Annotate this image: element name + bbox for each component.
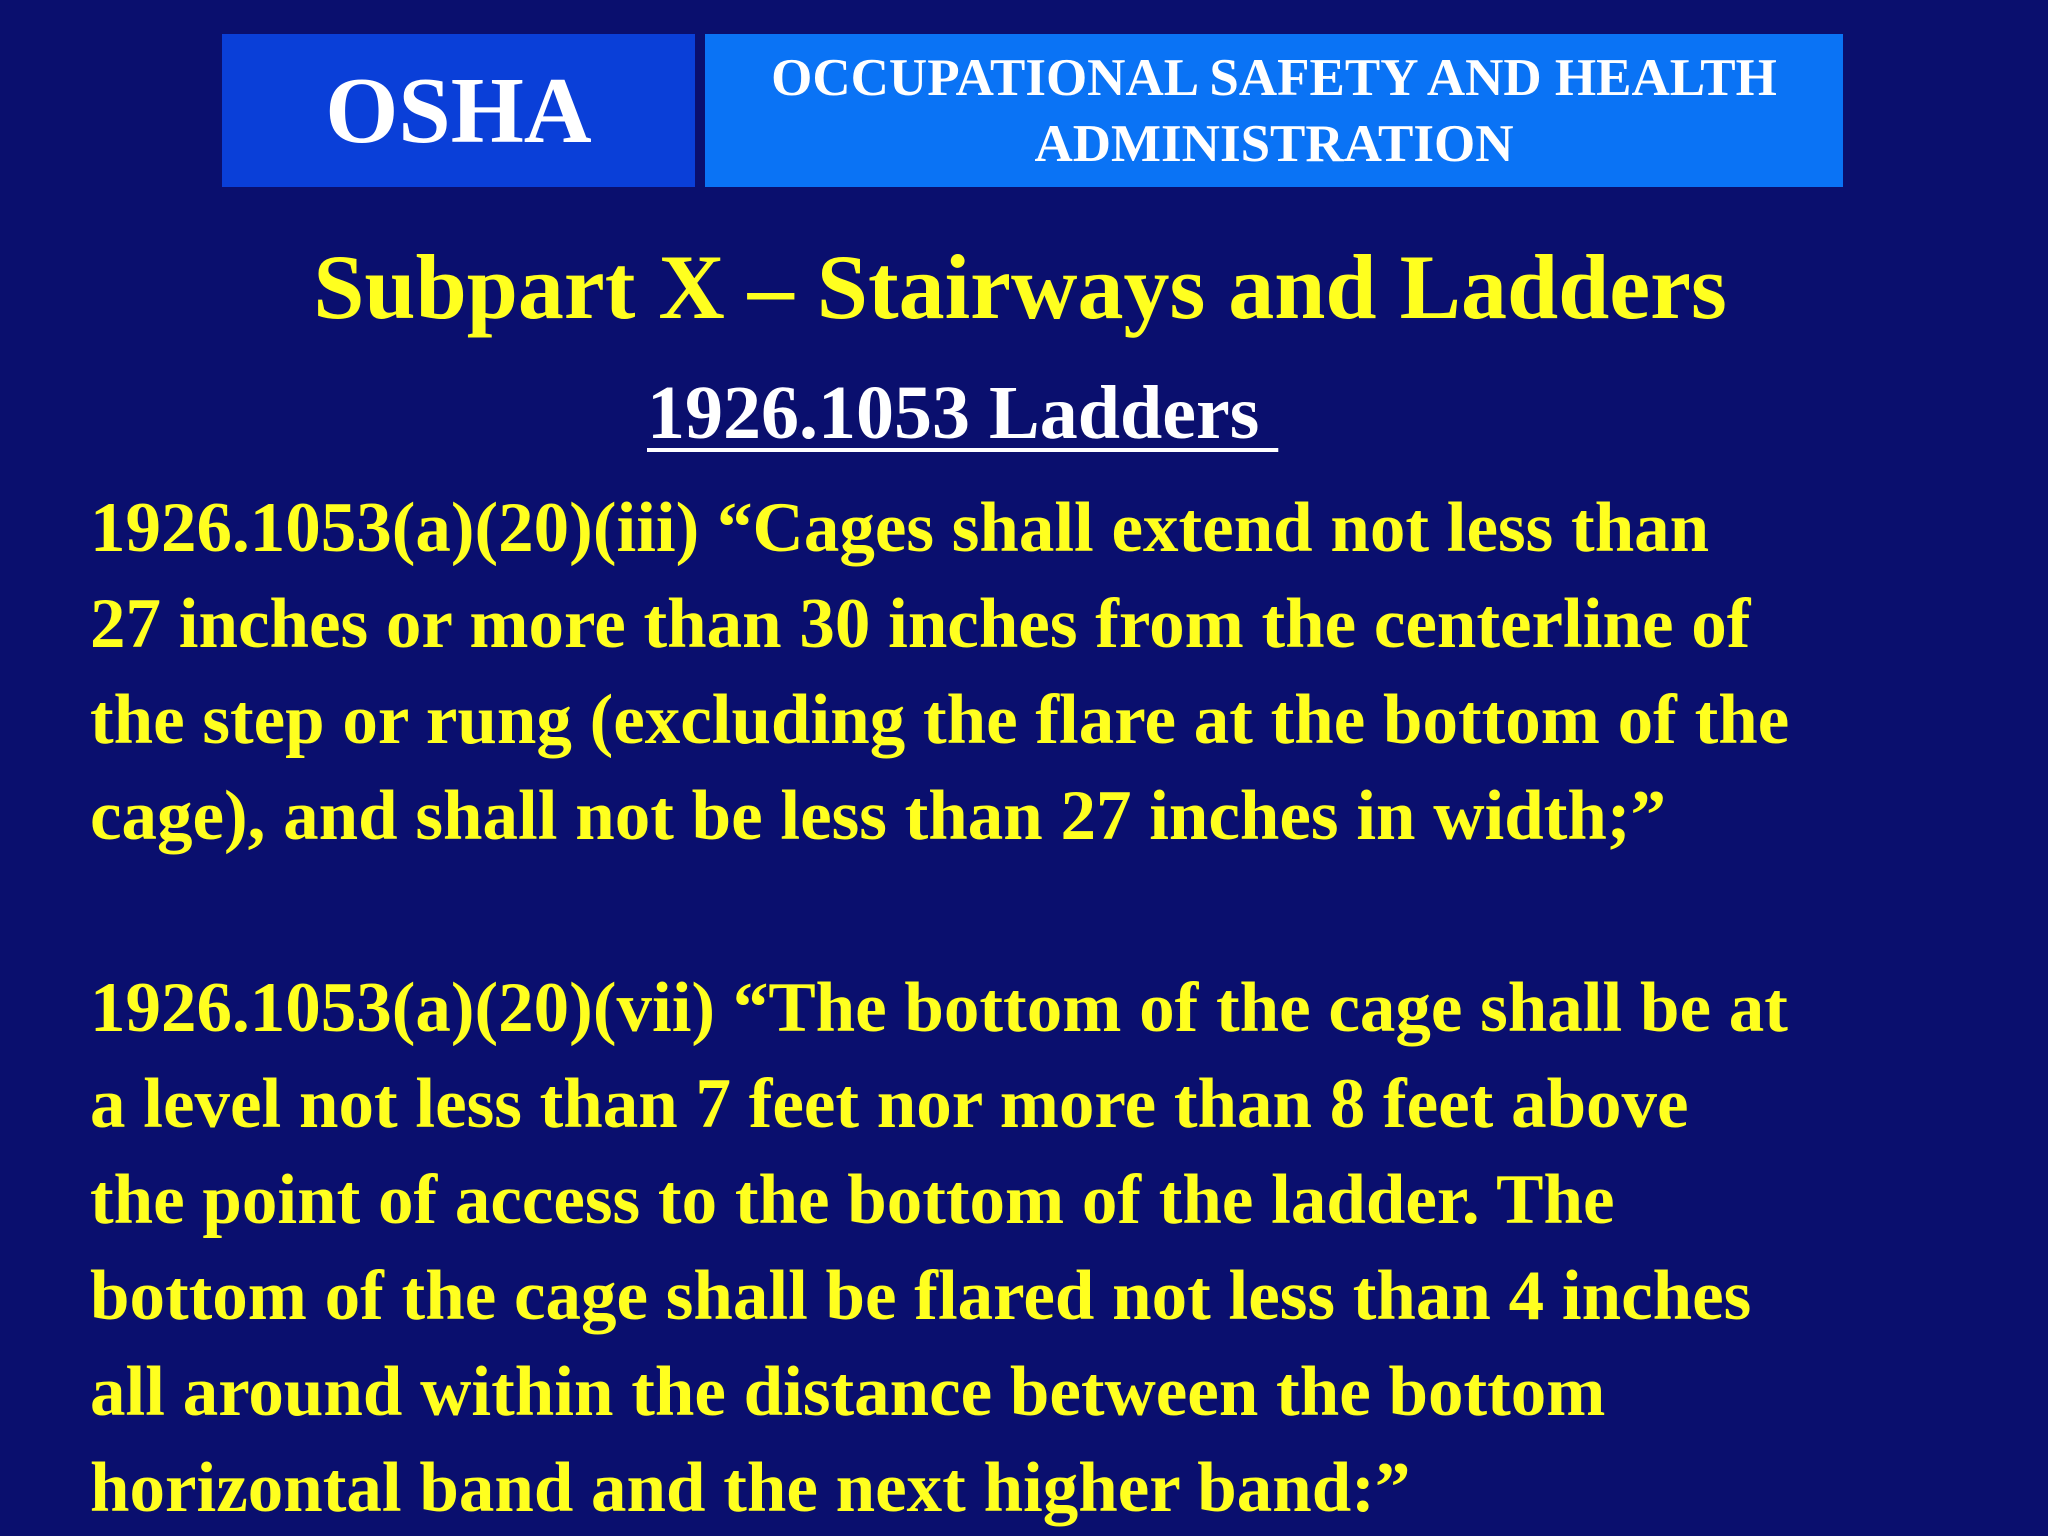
regulation-paragraph-1 (90, 480, 2048, 864)
osha-logo-text: OSHA (325, 58, 592, 163)
paragraph-line: a level not less than 7 feet nor more than 8 feet above (90, 1065, 1689, 1143)
paragraph-line: 1926.1053(a)(20)(vii) “The bottom of the cage shall be at (90, 969, 1788, 1047)
paragraph-line: the step or rung (excluding the flare at the bottom of the (90, 681, 1790, 759)
regulation-paragraph-2 (90, 960, 2048, 1536)
paragraph-line: 27 inches or more than 30 inches from the centerline of (90, 585, 1751, 663)
paragraph-line: 1926.1053(a)(20)(iii) “Cages shall extend not less than (90, 489, 1710, 567)
agency-name-line-1: OCCUPATIONAL SAFETY AND HEALTH (771, 48, 1777, 107)
paragraph-line: cage), and shall not be less than 27 inches in width;” (90, 777, 1667, 855)
paragraph-line: all around within the distance between the bottom (90, 1353, 1606, 1431)
paragraph-line: bottom of the cage shall be flared not less than 4 inches (90, 1257, 1752, 1335)
agency-name-box (705, 34, 1843, 187)
paragraph-line: the point of access to the bottom of the ladder. The (90, 1161, 1615, 1239)
agency-name-line-2: ADMINISTRATION (1034, 114, 1514, 173)
paragraph-line: horizontal band and the next higher band:” (90, 1449, 1411, 1527)
slide-subtitle: 1926.1053 Ladders (647, 371, 1279, 455)
slide-title: Subpart X – Stairways and Ladders (313, 236, 1727, 338)
osha-logo-box (222, 34, 695, 187)
